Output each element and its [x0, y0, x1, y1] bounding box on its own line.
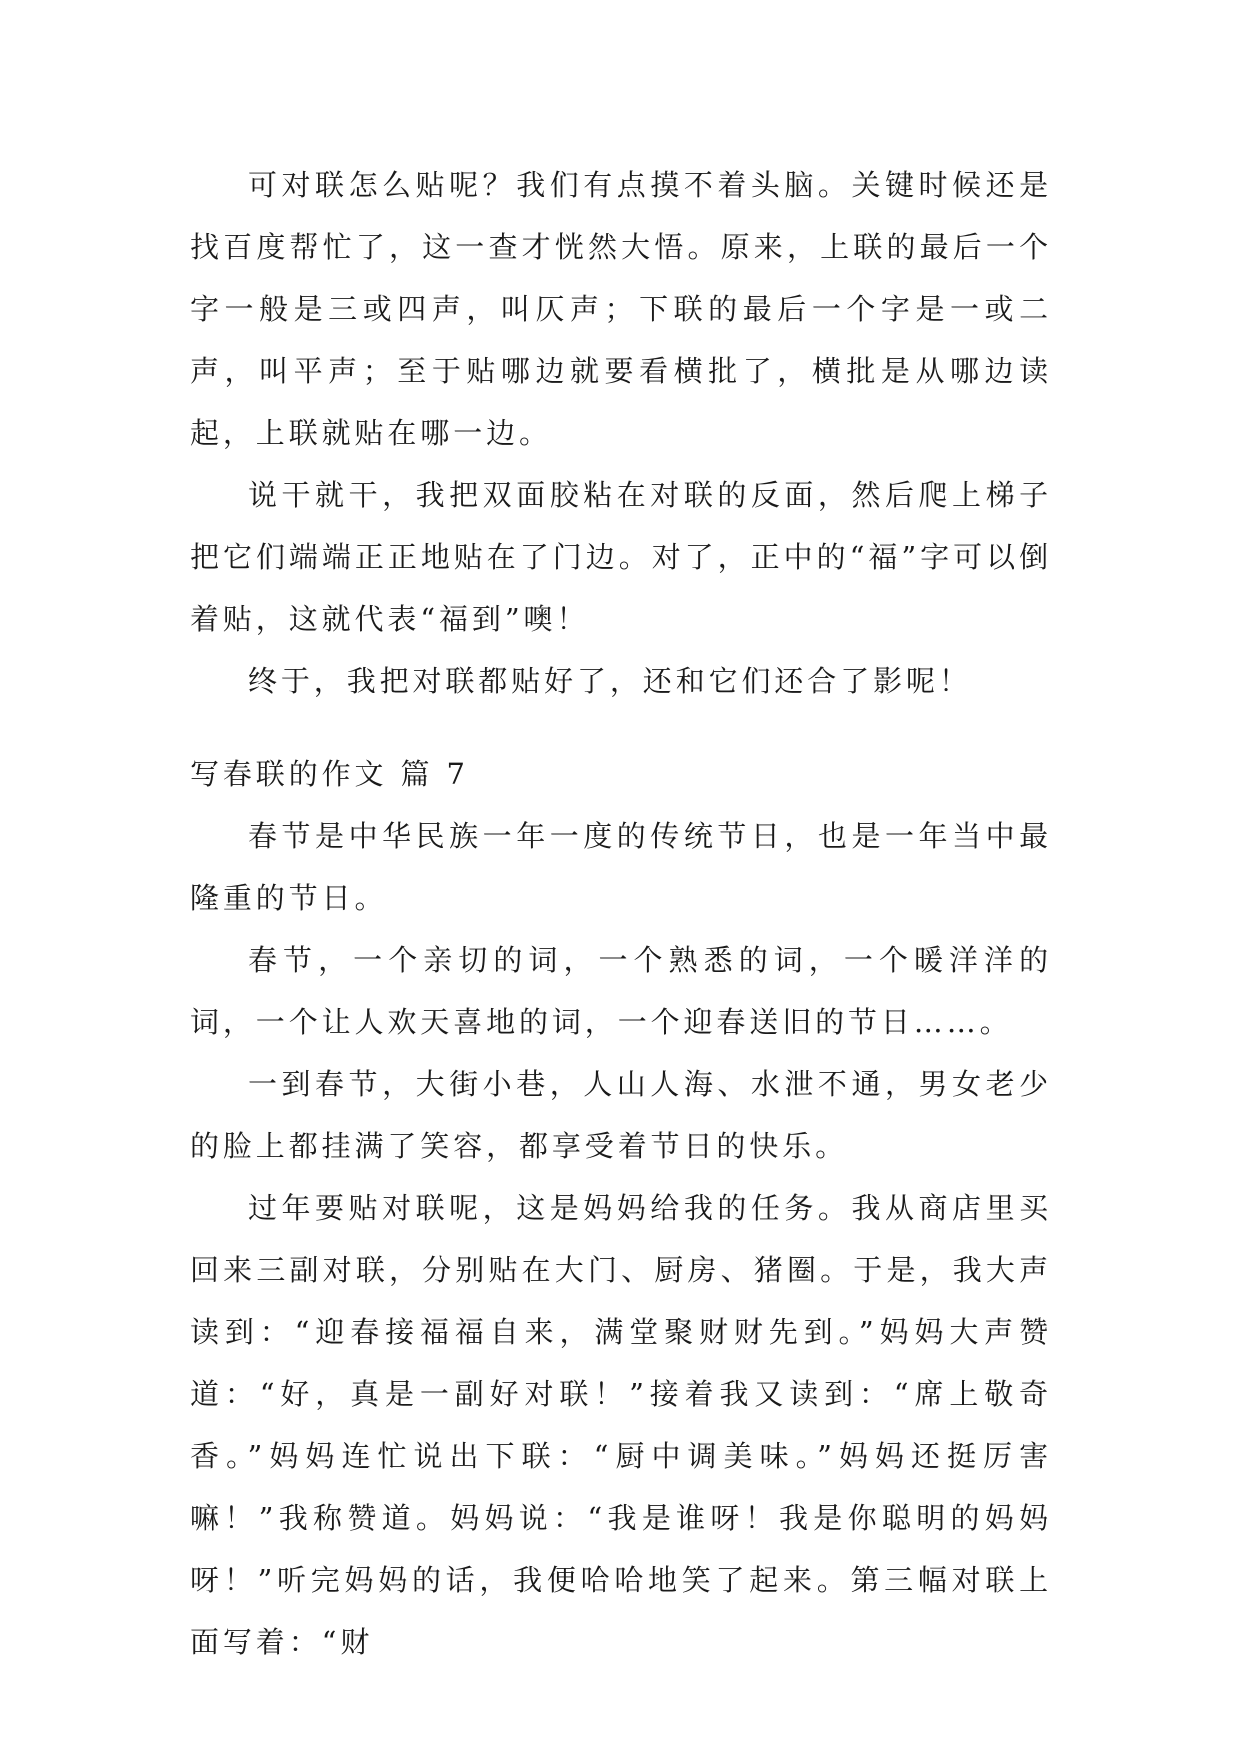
paragraph: 一到春节，大街小巷，人山人海、水泄不通，男女老少的脸上都挂满了笑容，都享受着节日的快乐。	[190, 1067, 1052, 1163]
essay-section-previous	[190, 154, 1052, 712]
paragraph: 春节是中华民族一年一度的传统节日，也是一年当中最隆重的节日。	[190, 819, 1052, 915]
paragraph: 可对联怎么贴呢？我们有点摸不着头脑。关键时候还是找百度帮忙了，这一查才恍然大悟。原来，上联的最后一个字一般是三或四声，叫仄声；下联的最后一个字是一或二声，叫平声；至于贴哪边就要看横批了，横批是从哪边读起，上联就贴在哪一边。	[190, 168, 1052, 450]
paragraph: 过年要贴对联呢，这是妈妈给我的任务。我从商店里买回来三副对联，分别贴在大门、厨房、猪圈。于是，我大声读到：“迎春接福福自来，满堂聚财财先到。”妈妈大声赞道：“好，真是一副好对联！”接着我又读到：“席上敬奇香。”妈妈连忙说出下联：“厨中调美味。”妈妈还挺厉害嘛！”我称赞道。妈妈说：“我是谁呀！我是你聪明的妈妈呀！”听完妈妈的话，我便哈哈地笑了起来。第三幅对联上面写着：“财	[190, 1191, 1052, 1659]
section-title: 写春联的作文 篇 7	[190, 757, 469, 791]
essay-section-7	[190, 743, 1052, 1673]
paragraph: 说干就干，我把双面胶粘在对联的反面，然后爬上梯子把它们端端正正地贴在了门边。对了，正中的“福”字可以倒着贴，这就代表“福到”噢！	[190, 478, 1052, 636]
paragraph: 终于，我把对联都贴好了，还和它们还合了影呢！	[248, 664, 972, 698]
paragraph: 春节，一个亲切的词，一个熟悉的词，一个暖洋洋的词，一个让人欢天喜地的词，一个迎春送旧的节日……。	[190, 943, 1052, 1039]
